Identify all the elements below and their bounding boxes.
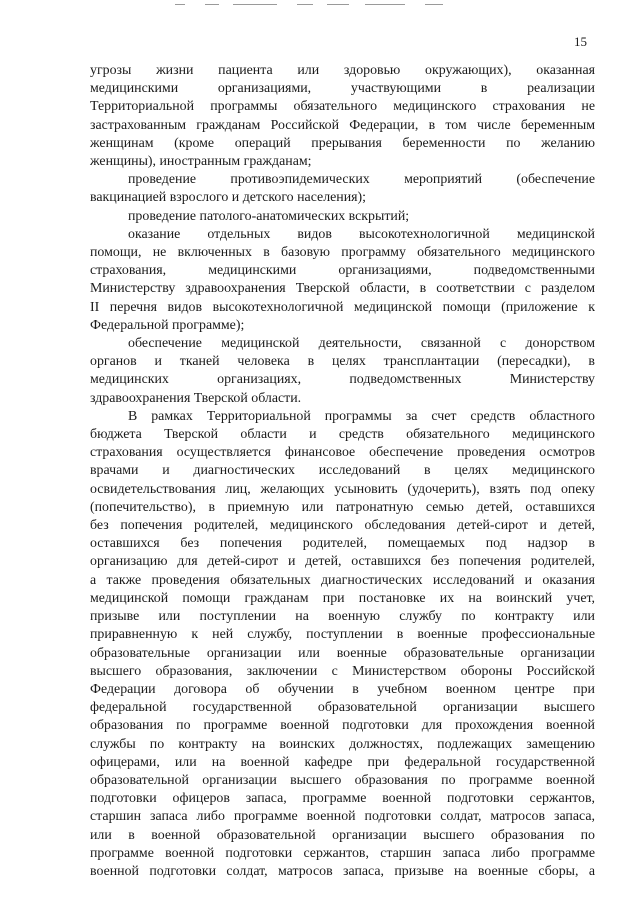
text-line: В рамках Территориальной программы за счет средств областного xyxy=(128,408,595,424)
text-line: образовательной организации высшего образования по программе военной xyxy=(90,772,595,788)
text-line: медицинской помощи гражданам при постановке их на воинский учет, xyxy=(90,590,595,606)
text-line: без попечения родителей, медицинского обследования детей-сирот и детей, xyxy=(90,518,595,534)
text-line: страхования, медицинскими организациями, подведомственными xyxy=(90,263,595,279)
page-number: 15 xyxy=(574,34,587,49)
text-line: застрахованным гражданам Российской Федерации, в том числе беременным xyxy=(90,117,595,133)
text-line: федеральной государственной образовательной организации высшего xyxy=(90,700,595,716)
text-line: службы по контракту на воинских должностях, подлежащих замещению xyxy=(90,736,595,752)
text-line: органов и тканей человека в целях трансплантации (пересадки), в xyxy=(90,354,595,370)
text-line: медицинских организациях, подведомственных Министерству xyxy=(90,372,595,388)
text-line: Федеральной программе); xyxy=(90,317,245,333)
text-line: образовательные организации или военные образовательные организации xyxy=(90,645,595,661)
text-line: оказание отдельных видов высокотехнологичной медицинской xyxy=(128,226,595,242)
text-line: приравненную к ней службу, поступлении в военные профессиональные xyxy=(90,627,595,643)
text-line: а также проведения обязательных диагностических исследований и оказания xyxy=(90,572,595,588)
text-line: военной подготовки солдат, матросов запаса, призыве на военные сборы, а xyxy=(90,863,595,879)
text-line: здравоохранения Тверской области. xyxy=(90,390,302,406)
text-line: офицерами, или на военной кафедре при федеральной государственной xyxy=(90,754,595,770)
text-line: подготовки офицеров запаса, программе военной подготовки сержантов, xyxy=(90,791,595,807)
text-line: или в военной образовательной организации высшего образования по xyxy=(90,827,595,843)
text-line: врачами и диагностических исследований в целях медицинского xyxy=(90,463,595,479)
text-line: проведение противоэпидемических мероприятий (обеспечение xyxy=(128,172,595,188)
text-line: (попечительство), в приемную или патронатную семью детей, оставшихся xyxy=(90,499,595,515)
text-line: программе военной подготовки сержантов, старшин запаса либо программе xyxy=(90,845,595,861)
text-line: помощи, не включенных в базовую программу обязательного медицинского xyxy=(90,245,595,261)
document-body-text xyxy=(90,62,595,881)
text-line: медицинскими организациями, участвующими в реализации xyxy=(90,81,595,97)
text-line: вакцинацией взрослого и детского населения); xyxy=(90,190,367,206)
text-line: угрозы жизни пациента или здоровью окружающих), оказанная xyxy=(90,63,595,78)
text-line: бюджета Тверской области и средств обязательного медицинского xyxy=(90,427,595,443)
text-line: организацию для детей-сирот и детей, оставшихся без попечения родителей, xyxy=(90,554,595,570)
text-line: призыве или поступлении на военную службу по контракту или xyxy=(90,609,595,625)
text-line: освидетельствования лиц, желающих усыновить (удочерить), взять под опеку xyxy=(90,481,595,497)
text-line: оставшихся без попечения родителей, помещаемых под надзор в xyxy=(90,536,595,552)
text-line: проведение патолого-анатомических вскрытий; xyxy=(128,208,410,224)
text-line: Территориальной программы обязательного медицинского страхования не xyxy=(90,99,595,115)
text-line: женщины), иностранным гражданам; xyxy=(90,154,312,170)
text-line: Федерации договора об обучении в учебном военном центре при xyxy=(90,681,595,697)
scan-artifact-marks xyxy=(175,4,475,8)
text-line: высшего образования, заключении с Министерством обороны Российской xyxy=(90,663,595,679)
text-line: Министерству здравоохранения Тверской области, в соответствии с разделом xyxy=(90,281,595,297)
text-line: женщинам (кроме операций прерывания беременности по желанию xyxy=(90,135,595,151)
text-line: старшин запаса либо программе военной подготовки солдат, матросов запаса, xyxy=(90,809,595,825)
text-line: II перечня видов высокотехнологичной медицинской помощи (приложение к xyxy=(90,299,595,315)
text-line: образования по программе военной подготовки для прохождения военной xyxy=(90,718,595,734)
text-line: страхования осуществляется финансовое обеспечение проведения осмотров xyxy=(90,445,595,461)
text-line: обеспечение медицинской деятельности, связанной с донорством xyxy=(128,336,595,352)
